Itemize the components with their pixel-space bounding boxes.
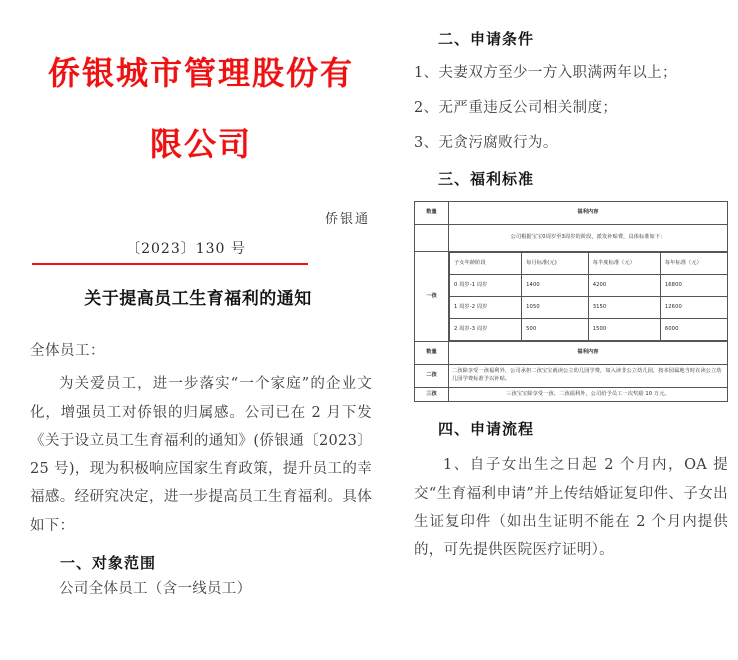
- subheader-stage: 子女年龄阶段: [450, 253, 522, 275]
- table-row-second-child: [415, 365, 728, 388]
- cell-monthly: 1050: [522, 297, 589, 319]
- page-title: 关于提高员工生育福利的通知: [84, 289, 312, 310]
- process-item-1: 1、自子女出生之日起 2 个月内，OA 提交“生育福利申请”并上传结婚证复印件、子女出生证复印件（如出生证明不能在 2 个月内提供的，可先提供医院医疗证明）。: [414, 457, 728, 559]
- table-qty-blank: [415, 225, 449, 252]
- table-label-first-child: 一孩: [415, 252, 449, 342]
- cell-monthly: 1400: [522, 275, 589, 297]
- table-row-note: [415, 225, 728, 252]
- table-header-content-2: 福利内容: [449, 342, 728, 365]
- table-row-subheader: [450, 253, 728, 275]
- table-nested-cell: [449, 252, 728, 342]
- table-row-header-2: [415, 342, 728, 365]
- red-separator-rule: [32, 263, 308, 265]
- table-row: [450, 319, 728, 341]
- doc-code-label: 侨银通: [324, 212, 370, 228]
- cell-half-year: 4200: [588, 275, 660, 297]
- cell-stage: 2 周岁-3 周岁: [450, 319, 522, 341]
- salutation: 全体员工：: [30, 343, 105, 360]
- table-row-first-child: [415, 252, 728, 342]
- company-letterhead: [30, 52, 372, 166]
- table-row-third-child: [415, 387, 728, 402]
- cell-half-year: 3150: [588, 297, 660, 319]
- table-label-second-child: 二孩: [415, 365, 449, 388]
- doc-number: 〔2023〕130 号: [126, 241, 246, 258]
- cell-yearly: 16800: [660, 275, 727, 297]
- subheader-half-year: 每半度标准（元）: [588, 253, 660, 275]
- condition-item-2: 2、无严重违反公司相关制度；: [414, 100, 618, 116]
- table-note-text: 公司根据宝宝0周岁至3周岁的阶段，派发补贴费，具体标准如下：: [449, 225, 728, 252]
- section-heading-standards: 三、福利标准: [438, 170, 535, 188]
- doc-code-row: [30, 208, 372, 228]
- condition-item-3: 3、无贪污腐败行为。: [414, 135, 558, 151]
- table-row: [450, 275, 728, 297]
- cell-yearly: 6000: [660, 319, 727, 341]
- table-row-header: [415, 202, 728, 225]
- section-heading-process: 四、申请流程: [438, 420, 535, 439]
- benefit-standards-table: [414, 201, 728, 402]
- letterhead-line-1: 侨银城市管理股份有: [47, 54, 354, 92]
- section-heading-conditions: 二、申请条件: [438, 30, 535, 48]
- table-label-third-child: 三孩: [415, 387, 449, 402]
- section-heading-scope: 一、对象范围: [60, 553, 157, 572]
- table-row: [450, 297, 728, 319]
- condition-item-1: 1、夫妻双方至少一方入职满两年以上；: [414, 65, 677, 81]
- table-text-third-child: 三孩宝宝除享受一孩、二孩福利外，公司给予员工一次奖励 10 万元。: [449, 387, 728, 402]
- letterhead-line-2: 限公司: [149, 125, 252, 164]
- cell-half-year: 1500: [588, 319, 660, 341]
- section-body-scope: 公司全体员工（含一线员工）: [59, 580, 252, 597]
- right-column: [396, 0, 738, 660]
- table-text-second-child: 二孩除享受一孩福利外，公司承担二孩宝宝就读公立幼儿园学费，如入读非公立幼儿园，按本园属地当时在读公立幼儿园学费标准予以补贴。: [449, 365, 728, 388]
- cell-stage: 1 周岁-2 周岁: [450, 297, 522, 319]
- table-header-qty: 数量: [415, 202, 449, 225]
- intro-paragraph: 为关爱员工，进一步落实“一个家庭”的企业文化，增强员工对侨银的归属感。公司已在 2 月下发《关于设立员工生育福利的通知》(侨银通〔2023〕25 号)，现为积极响应国家生育政策，提升员工的幸福感。经研究决定，进一步提高员工生育福利。具体如下：: [30, 376, 372, 534]
- subheader-yearly: 每年标准（元）: [660, 253, 727, 275]
- table-header-content: 福利内容: [449, 202, 728, 225]
- first-child-detail-table: [449, 252, 728, 341]
- table-header-qty-2: 数量: [415, 342, 449, 365]
- cell-stage: 0 周岁-1 周岁: [450, 275, 522, 297]
- cell-monthly: 500: [522, 319, 589, 341]
- cell-yearly: 12600: [660, 297, 727, 319]
- subheader-monthly: 每月标准(元): [522, 253, 589, 275]
